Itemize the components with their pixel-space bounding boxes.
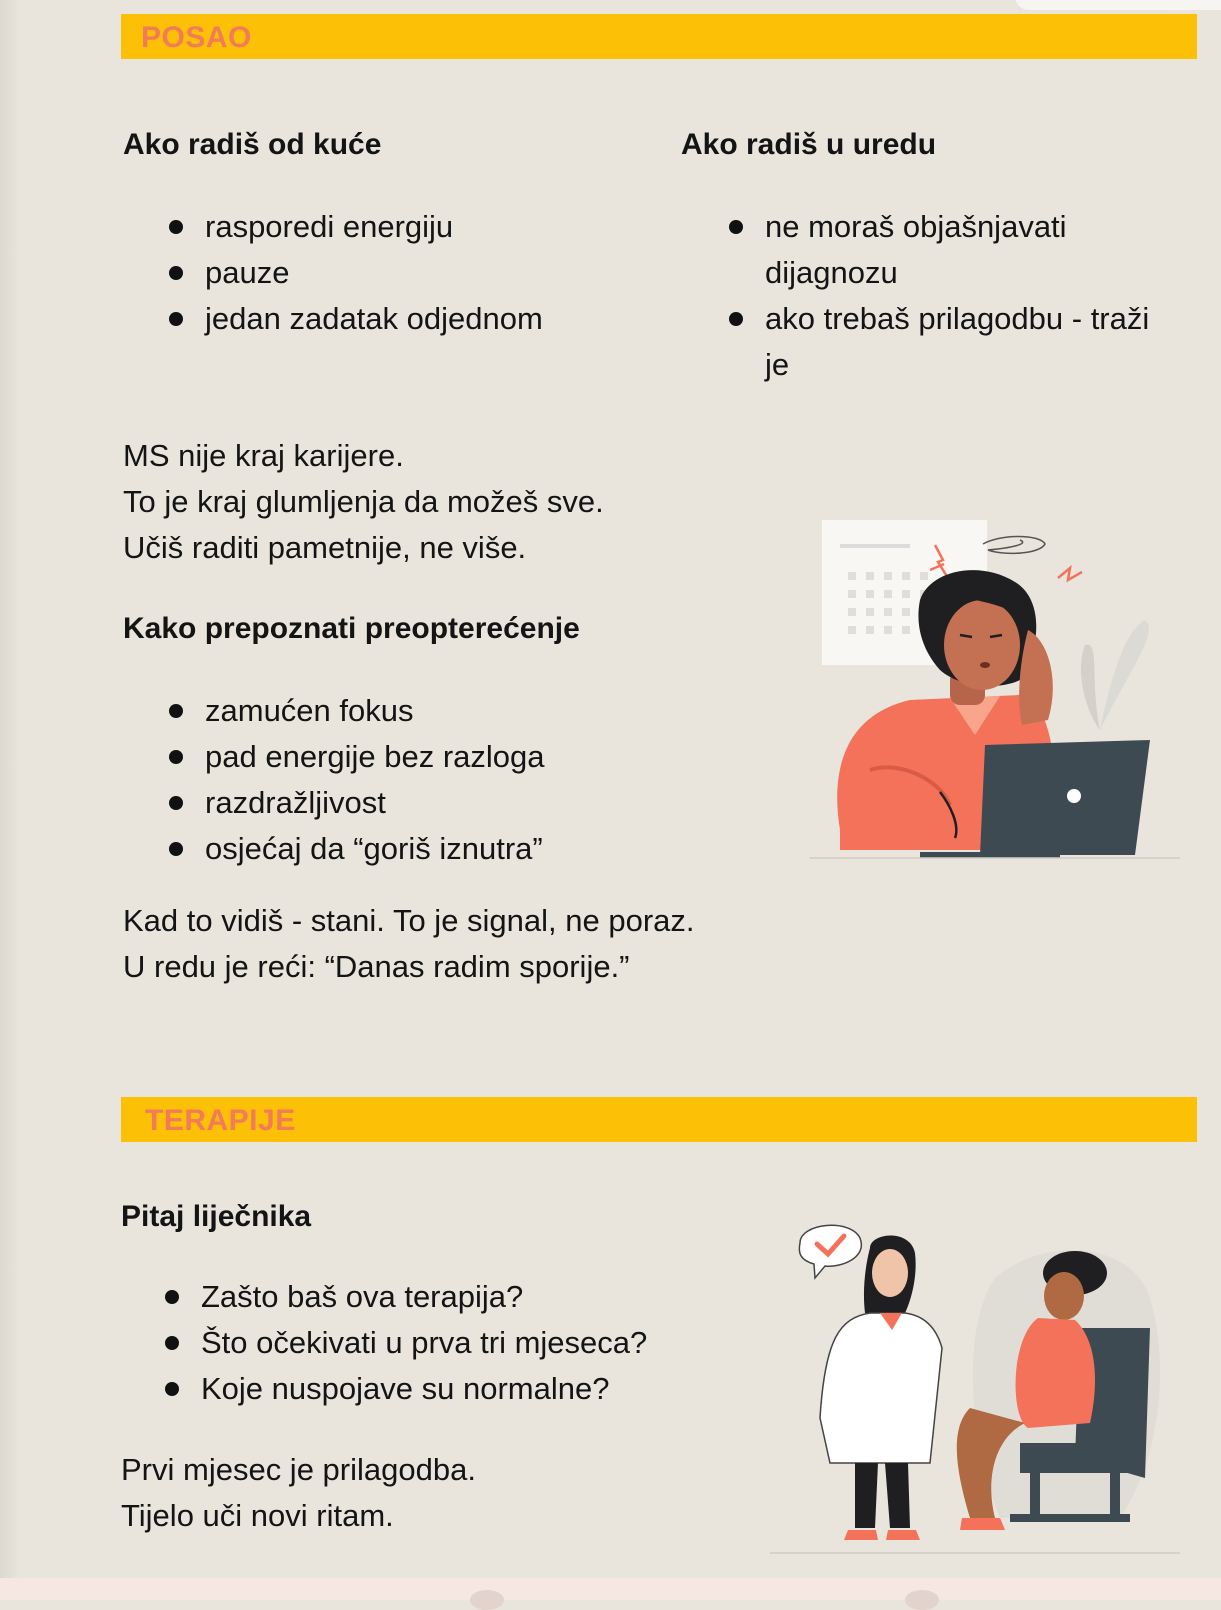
paragraph-line: Tijelo uči novi ritam. bbox=[121, 1498, 394, 1533]
home-work-list bbox=[121, 204, 543, 342]
section-bar-posao bbox=[121, 14, 1197, 59]
list-item: jedan zadatak odjednom bbox=[121, 296, 543, 342]
overload-heading: Kako prepoznati preopterećenje bbox=[123, 612, 580, 645]
left-edge-shade bbox=[0, 0, 20, 1600]
section-title-terapije: TERAPIJE bbox=[145, 1104, 296, 1137]
ask-doctor-list bbox=[117, 1274, 647, 1412]
section-bar-terapije bbox=[121, 1097, 1197, 1142]
list-item: Zašto baš ova terapija? bbox=[117, 1274, 647, 1320]
paragraph-line: Kad to vidiš - stani. To je signal, ne poraz. bbox=[123, 903, 695, 938]
paragraph-line: MS nije kraj karijere. bbox=[123, 438, 404, 473]
bottom-shape bbox=[470, 1590, 504, 1610]
overload-list bbox=[121, 688, 545, 872]
list-item: ako trebaš prilagodbu - traži je bbox=[681, 296, 1161, 388]
ask-doctor-heading: Pitaj liječnika bbox=[121, 1200, 312, 1233]
top-corner-tab bbox=[1015, 0, 1221, 10]
section-title-posao: POSAO bbox=[141, 21, 252, 54]
paragraph-line: Učiš raditi pametnije, ne više. bbox=[123, 530, 527, 565]
office-work-heading: Ako radiš u uredu bbox=[681, 128, 937, 161]
closing-paragraph bbox=[121, 1447, 476, 1539]
bottom-edge-strip bbox=[0, 1578, 1221, 1600]
paragraph-line: U redu je reći: “Danas radim sporije.” bbox=[123, 949, 630, 984]
paragraph-line: To je kraj glumljenja da možeš sve. bbox=[123, 484, 604, 519]
bottom-shape bbox=[905, 1590, 939, 1610]
doctor-patient-illustration bbox=[770, 1218, 1190, 1563]
paragraph-line: Prvi mjesec je prilagodba. bbox=[121, 1452, 476, 1487]
list-item: osjećaj da “goriš iznutra” bbox=[121, 826, 545, 872]
career-paragraph bbox=[123, 433, 604, 571]
list-item: zamućen fokus bbox=[121, 688, 545, 734]
list-item: rasporedi energiju bbox=[121, 204, 543, 250]
office-work-list bbox=[681, 204, 1161, 388]
signal-paragraph bbox=[123, 898, 695, 990]
list-item: ne moraš objašnjavati dijagnozu bbox=[681, 204, 1161, 296]
home-work-heading: Ako radiš od kuće bbox=[123, 128, 382, 161]
list-item: Što očekivati u prva tri mjeseca? bbox=[117, 1320, 647, 1366]
stressed-woman-illustration bbox=[800, 520, 1190, 880]
list-item: razdražljivost bbox=[121, 780, 545, 826]
list-item: pad energije bez razloga bbox=[121, 734, 545, 780]
list-item: Koje nuspojave su normalne? bbox=[117, 1366, 647, 1412]
list-item: pauze bbox=[121, 250, 543, 296]
